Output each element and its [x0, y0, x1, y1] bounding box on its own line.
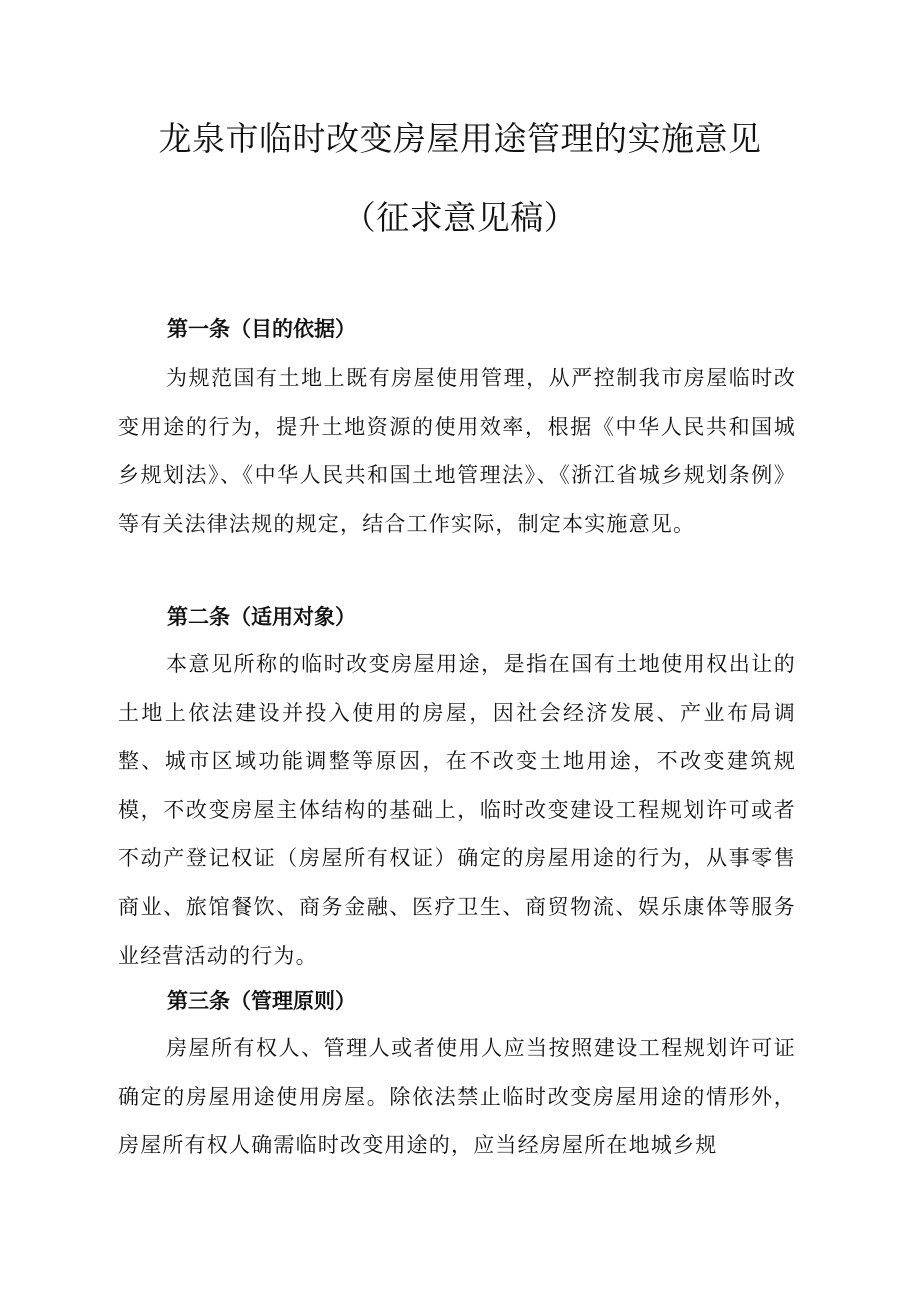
article-1-heading: 第一条（目的依据） [167, 317, 356, 341]
article-1-body: 为规范国有土地上既有房屋使用管理，从严控制我市房屋临时改变用途的行为，提升土地资源的使用效率，根据《中华人民共和国城乡规划法》、《中华人民共和国土地管理法》、《浙江省城乡规划条例》等有关法律法规的规定，结合工作实际，制定本实施意见。 [118, 366, 796, 536]
article-2-body: 本意见所称的临时改变房屋用途，是指在国有土地使用权出让的土地上依法建设并投入使用的房屋，因社会经济发展、产业布局调整、城市区域功能调整等原因，在不改变土地用途，不改变建筑规模，不改变房屋主体结构的基础上，临时改变建设工程规划许可或者不动产登记权证（房屋所有权证）确定的房屋用途的行为，从事零售商业、旅馆餐饮、商务金融、医疗卫生、商贸物流、娱乐康体等服务业经营活动的行为。 [118, 652, 796, 968]
article-3-heading: 第三条（管理原则） [167, 989, 356, 1013]
article-3-body: 房屋所有权人、管理人或者使用人应当按照建设工程规划许可证确定的房屋用途使用房屋。除依法禁止临时改变房屋用途的情形外，房屋所有权人确需临时改变用途的，应当经房屋所在地城乡规 [118, 1036, 796, 1158]
document-title: 龙泉市临时改变房屋用途管理的实施意见 [158, 119, 762, 158]
article-2-heading: 第二条（适用对象） [167, 605, 356, 629]
document-subtitle: （征求意见稿） [342, 198, 578, 237]
